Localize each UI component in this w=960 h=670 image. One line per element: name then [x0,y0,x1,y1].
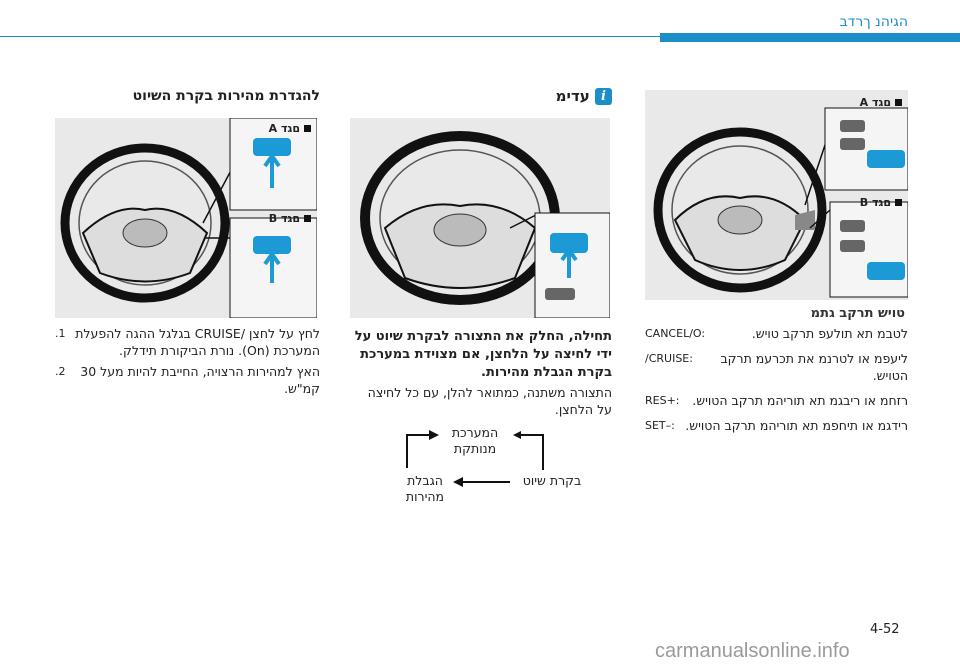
info-bold-text: תחילה, החלק את התצורה לבקרת שיוט על ידי לחיצה על הלחצן, אם מצוידת במערכת בקרת הגבלת מהירות. [354,329,612,380]
list-item: RES+: רזחמ או ריבגמ תא תוריהמ תרקב הטויש. [645,393,908,408]
flow-node-off: המערכת מנותקת [451,425,499,456]
figure-caption-b: B םגד [269,212,311,225]
flow-node-cruise: בקרת שיוט [522,473,582,488]
figure-caption-b: B םגד [860,196,902,209]
square-bullet-icon [304,215,311,222]
steering-wheel-illustration [350,118,610,318]
flow-node-speed-limit: הגבלת מהירות [405,473,445,504]
steering-wheel-illustration [645,90,908,300]
chapter-title: הגיהנ ךרדב [839,14,908,30]
square-bullet-icon [304,125,311,132]
page-number: 4-52 [870,622,900,637]
watermark: carmanualsonline.info [655,640,850,662]
list-item: /CRUISE: ליעפמ או לטרנמ את תכרעמ תרקב הטויש. [645,351,908,383]
list-item: CANCEL/O: לטבמ תא תולעפ תרקב טויש. [645,326,908,341]
header-bar [660,33,960,42]
section-heading: טויש תרקב גתמ [810,306,905,321]
steering-wheel-figure-right [645,90,908,300]
info-icon: i [595,88,612,105]
left-heading: להגדרת מהירות בקרת השיוט [132,88,320,104]
steps-list [55,325,320,401]
info-normal-text: התצורה משתנה, כמתואר להלן, עם כל לחיצה על הלחצן. [367,385,612,417]
list-item: SET–: רידגמ או תיחפמ תא תוריהמ תרקב הטויש. [645,418,908,433]
list-item: 2. האץ למהירות הרצויה, החייבת להיות מעל 30 קמ"ש. [55,364,320,396]
flow-arrows [395,430,555,490]
figure-caption-a: A םגד [860,96,902,109]
info-heading: i עדימ [492,88,612,105]
steering-wheel-figure-left [55,118,317,318]
square-bullet-icon [895,99,902,106]
control-list [645,325,908,442]
figure-caption-a: A םגד [269,122,311,135]
steering-wheel-figure-middle [350,118,610,318]
header-rule [0,36,660,37]
list-item: 1. לחץ על לחצן /CRUISE בגלגל ההגה להפעלת המערכת (On). נורת הביקורת תידלק. [55,326,320,358]
square-bullet-icon [895,199,902,206]
